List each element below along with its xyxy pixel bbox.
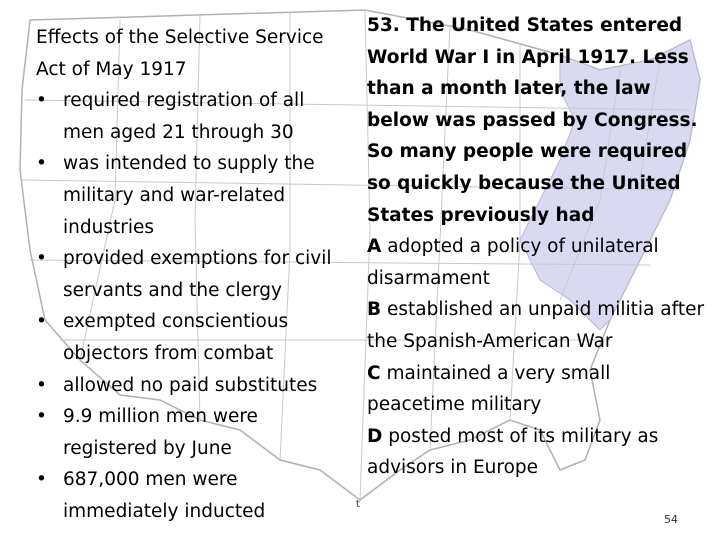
selective-service-facts-panel — [36, 22, 346, 528]
facts-list-item — [36, 370, 346, 402]
bullet-icon: • — [36, 406, 47, 428]
answer-option-c[interactable] — [367, 358, 712, 421]
stray-mark: t — [356, 499, 360, 510]
bullet-icon: • — [36, 153, 47, 175]
facts-list — [36, 85, 346, 527]
question-panel — [367, 10, 712, 484]
option-letter: C — [367, 362, 381, 384]
facts-item-text: 687,000 men were immediately inducted — [63, 469, 266, 522]
facts-list-item — [36, 85, 346, 148]
facts-item-text: 9.9 million men were registered by June — [63, 406, 258, 459]
facts-item-text: allowed no paid substitutes — [63, 374, 318, 396]
facts-list-item — [36, 464, 346, 527]
answer-option-b[interactable] — [367, 294, 712, 357]
bullet-icon: • — [36, 248, 47, 270]
question-text: 53. The United States entered World War I in April 1917. Less than a month later, the law below was passed by Congress. So many people were required so quickly because the United States previously had — [367, 15, 698, 226]
bullet-icon: • — [36, 374, 47, 396]
option-letter: B — [367, 299, 382, 321]
facts-list-item — [36, 148, 346, 243]
option-text: maintained a very small peacetime military — [367, 362, 611, 416]
answer-option-d[interactable] — [367, 421, 712, 484]
slide-number: 54 — [664, 513, 678, 526]
bullet-icon: • — [36, 90, 47, 112]
answer-options — [367, 231, 712, 484]
facts-item-text: was intended to supply the military and war-related industries — [63, 153, 315, 238]
facts-list-item — [36, 401, 346, 464]
facts-item-text: provided exemptions for civil servants and the clergy — [63, 248, 332, 301]
option-text: established an unpaid militia after the Spanish-American War — [367, 299, 705, 352]
option-letter: A — [367, 236, 382, 258]
option-text: adopted a policy of unilateral disarmament — [367, 236, 659, 289]
facts-title: Effects of the Selective Service Act of May 1917 — [36, 27, 324, 80]
facts-item-text: exempted conscientious objectors from combat — [63, 311, 289, 364]
bullet-icon: • — [36, 469, 47, 491]
option-letter: D — [367, 425, 383, 447]
bullet-icon: • — [36, 311, 47, 333]
facts-item-text: required registration of all men aged 21 through 30 — [63, 90, 305, 143]
answer-option-a[interactable] — [367, 231, 712, 294]
facts-list-item — [36, 306, 346, 369]
option-text: posted most of its military as advisors in Europe — [367, 425, 659, 479]
facts-list-item — [36, 243, 346, 306]
